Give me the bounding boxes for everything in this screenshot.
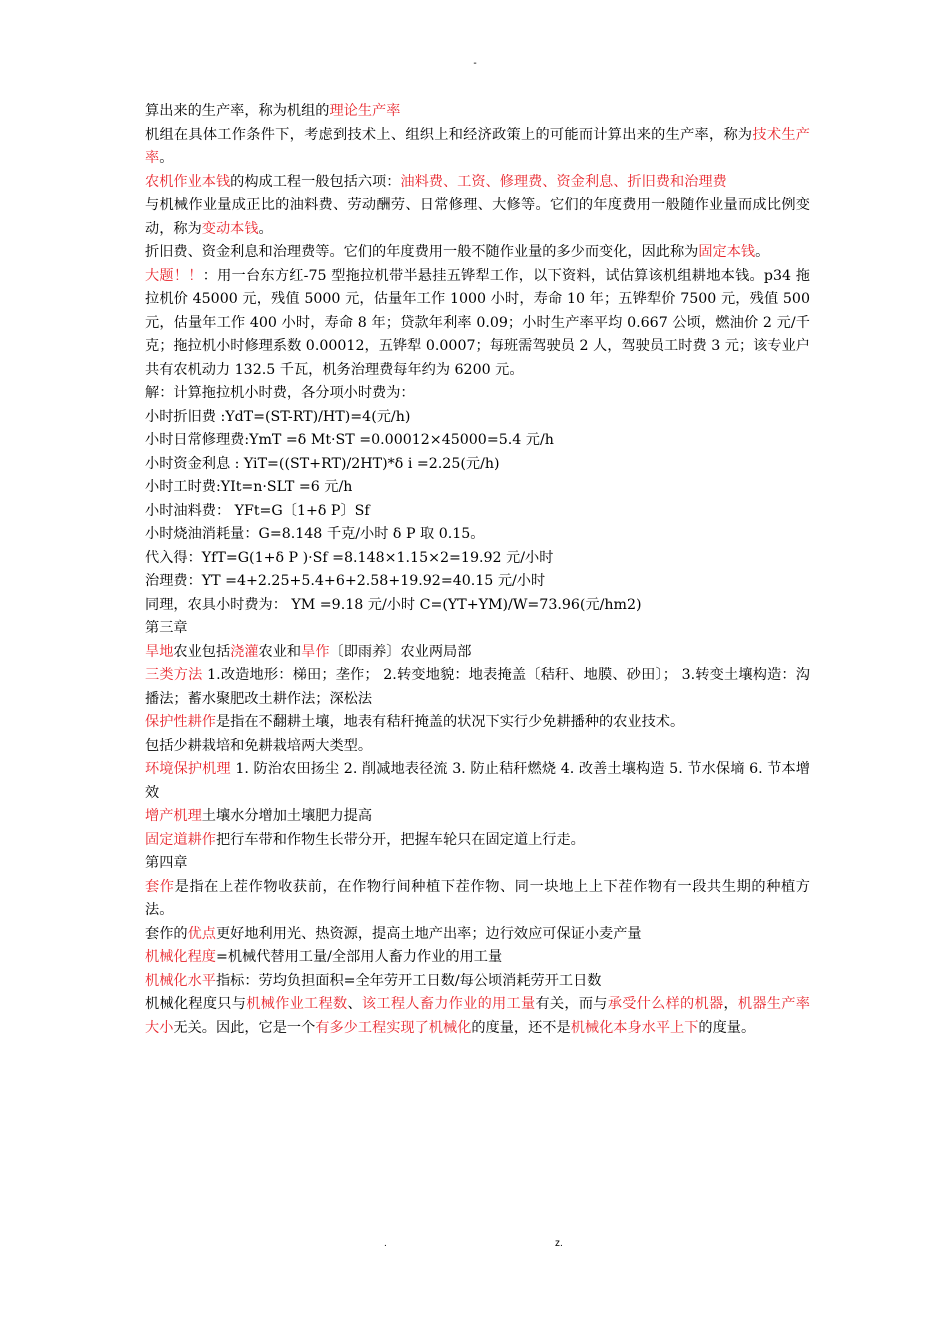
body-text: 农业包括: [173, 643, 231, 660]
emphasis-text: 环境保护机理: [145, 761, 231, 777]
emphasis-text: 套作: [145, 878, 175, 895]
body-text: 有关，而与: [535, 996, 608, 1012]
paragraph-mech-level: [145, 970, 810, 994]
paragraph-cost-items: [145, 171, 810, 195]
body-text: 把行车带和作物生长带分开，把握车轮只在固定道上行走。: [215, 831, 585, 848]
body-text: 。: [755, 244, 770, 260]
paragraph-mech-summary: [145, 993, 810, 1040]
body-text: 小时折旧费 :YdT=(ST-RT)/HT)=4(元/h): [145, 408, 411, 425]
paragraph-dryland: [145, 641, 810, 665]
emphasis-text: 油料费、工资、修理费、资金利息、折旧费和治理费: [400, 173, 727, 190]
paragraph-chapter-3: [145, 617, 810, 641]
body-text: ，: [723, 996, 738, 1012]
body-text: 〔即雨养〕农业两局部: [329, 643, 472, 660]
paragraph-three-methods: [145, 664, 810, 711]
paragraph-tech-rate: [145, 124, 810, 171]
body-text: 。: [159, 150, 174, 166]
body-text: 小时油料费： YFt=G〔1+δ P〕Sf: [145, 502, 370, 519]
paragraph-fixed-cost: [145, 241, 810, 265]
paragraph-sol-consume: [145, 523, 810, 547]
paragraph-env-mechanism: [145, 758, 810, 805]
body-text: =机械代替用工量/全部用人畜力作业的用工量: [215, 949, 503, 965]
emphasis-text: 技术生产率: [145, 126, 810, 166]
body-text: 的构成工程一般包括六项：: [230, 173, 401, 190]
emphasis-text: 优点: [187, 925, 216, 942]
emphasis-text: 增产机理: [145, 808, 202, 824]
emphasis-text: 旱地: [145, 643, 174, 660]
emphasis-text: 理论生产率: [329, 103, 401, 119]
body-text: 与机械作业量成正比的油料费、劳动酬劳、日常修理、大修等。它们的年度费用一般随作业量而成比例变动，称为: [145, 197, 810, 237]
body-text: 机械化程度只与: [145, 996, 247, 1012]
body-text: 包括少耕栽培和免耕栽培两大类型。: [145, 737, 373, 754]
page-footer-left: .: [384, 1238, 387, 1249]
emphasis-text: 机械化本身水平上下: [570, 1019, 699, 1036]
emphasis-text: 变动本钱: [201, 220, 259, 237]
body-text: 机组在具体工作条件下，考虑到技术上、组织上和经济政策上的可能而计算出来的生产率，称为: [145, 126, 753, 143]
paragraph-theory-rate: [145, 100, 810, 124]
body-text: 1. 防治农田扬尘 2. 削减地表径流 3. 防止秸秆燃烧 4. 改善土壤构造 5. 节水保墒 6. 节本增效: [145, 761, 810, 801]
paragraph-relay: [145, 876, 810, 923]
body-text: ：用一台东方红-75 型拖拉机带半悬挂五铧犁工作，以下资料，试估算该机组耕地本钱。p34 拖拉机价 45000 元，残值 5000 元，估量年工作 1000 小时，寿命 10 年；五铧犁价 7500 元，残值 500 元，估量年工作 400 小时，寿命 8 年；贷款年利率 0.09；小时生产率平均 0.667 公顷，燃油价 2 元/千克；拖拉机小时修理系数 0.00012，五铧犁 0.0007；每班需驾驶员 2 人，驾驶员工时费 3 元；该专业户共有农机动力 132.5 千瓦，机务治理费每年约为 6200 元。: [145, 267, 810, 378]
body-text: 算出来的生产率，称为机组的: [145, 103, 330, 119]
paragraph-chapter-4: [145, 852, 810, 876]
paragraph-yield-mechanism: [145, 805, 810, 829]
emphasis-text: 三类方法: [145, 667, 203, 683]
emphasis-text: 大题！！: [145, 267, 203, 284]
paragraph-sol-total: [145, 594, 810, 618]
emphasis-text: 机械化程度: [145, 949, 216, 965]
emphasis-text: 保护性耕作: [145, 714, 216, 730]
paragraph-sol-fuel: [145, 500, 810, 524]
body-text: 更好地利用光、热资源，提高土地产出率；边行效应可保证小麦产量: [215, 925, 642, 942]
emphasis-text: 浇灌: [230, 643, 259, 660]
body-text: 小时工时费:YIt=n·SLT =6 元/h: [145, 479, 353, 495]
paragraph-fixed-track: [145, 829, 810, 853]
emphasis-text: 机械化水平: [145, 972, 216, 989]
body-text: 的度量，还不是: [471, 1019, 571, 1036]
body-text: 指标：劳均负担面积=全年劳开工日数/每公顷消耗劳开工日数: [215, 972, 602, 989]
body-text: 折旧费、资金利息和治理费等。它们的年度费用一般不随作业量的多少而变化，因此称为: [145, 244, 699, 260]
body-text: 第三章: [145, 620, 188, 636]
emphasis-text: 农机作业本钱: [145, 173, 231, 190]
paragraph-sol-intro: [145, 382, 810, 406]
body-text: 是指在不翻耕土壤，地表有秸秆掩盖的状况下实行少免耕播种的农业技术。: [215, 714, 685, 730]
paragraph-conservation: [145, 711, 810, 735]
emphasis-text: 该工程人畜力作业的用工量: [361, 996, 536, 1012]
body-text: 。: [258, 220, 273, 237]
emphasis-text: 固定道耕作: [145, 831, 216, 848]
body-text: 代入得：YfT=G(1+δ P )·Sf =8.148×1.15×2=19.92 元/小时: [145, 549, 554, 566]
paragraph-big-problem: [145, 265, 810, 383]
document-body: [145, 100, 810, 1040]
emphasis-text: 固定本钱: [698, 244, 756, 260]
body-text: 治理费：YT =4+2.25+5.4+6+2.58+19.92=40.15 元/小时: [145, 573, 546, 589]
paragraph-mech-degree: [145, 946, 810, 970]
emphasis-text: 旱作: [301, 643, 330, 660]
paragraph-sol-labor: [145, 476, 810, 500]
emphasis-text: 承受什么样的机器: [607, 996, 724, 1012]
paragraph-sol-interest: [145, 453, 810, 477]
body-text: 小时日常修理费:YmT =δ Mt·ST =0.00012×45000=5.4 元/h: [145, 432, 554, 448]
emphasis-text: 有多少工程实现了机械化: [315, 1019, 472, 1036]
paragraph-sol-repair: [145, 429, 810, 453]
body-text: 小时烧油消耗量：G=8.148 千克/小时 δ P 取 0.15。: [145, 526, 485, 542]
paragraph-variable-cost: [145, 194, 810, 241]
page-header-mark: -: [473, 58, 477, 69]
body-text: 的度量。: [698, 1019, 756, 1036]
body-text: 、: [347, 996, 362, 1012]
emphasis-text: 机械作业工程数: [246, 996, 348, 1012]
paragraph-sol-depr: [145, 406, 810, 430]
body-text: 土壤水分增加土壤肥力提高: [201, 808, 373, 824]
body-text: 小时资金利息 : YiT=((ST+RT)/2HT)*δ i =2.25(元/h): [145, 455, 500, 472]
body-text: 农业和: [258, 643, 302, 660]
paragraph-conservation-types: [145, 735, 810, 759]
paragraph-sol-subst: [145, 547, 810, 571]
body-text: 套作的: [145, 925, 188, 942]
body-text: 无关。因此，它是一个: [173, 1019, 316, 1036]
paragraph-relay-merit: [145, 923, 810, 947]
page-footer-right: z.: [555, 1238, 563, 1249]
body-text: 1.改造地形：梯田；垄作； 2.转变地貌：地表掩盖〔秸秆、地膜、砂田〕； 3.转变土壤构造：沟播法；蓄水聚肥改土耕作法；深松法: [145, 667, 810, 707]
body-text: 同理，农具小时费为： YM =9.18 元/小时 C=(YT+YM)/W=73.96(元/hm2): [145, 596, 642, 613]
body-text: 解：计算拖拉机小时费，各分项小时费为：: [145, 385, 415, 401]
body-text: 是指在上茬作物收获前，在作物行间种植下茬作物、同一块地上上下茬作物有一段共生期的种植方法。: [145, 878, 810, 918]
emphasis-text: 机器生产率大小: [145, 996, 810, 1036]
paragraph-sol-manage: [145, 570, 810, 594]
body-text: 第四章: [145, 855, 188, 871]
